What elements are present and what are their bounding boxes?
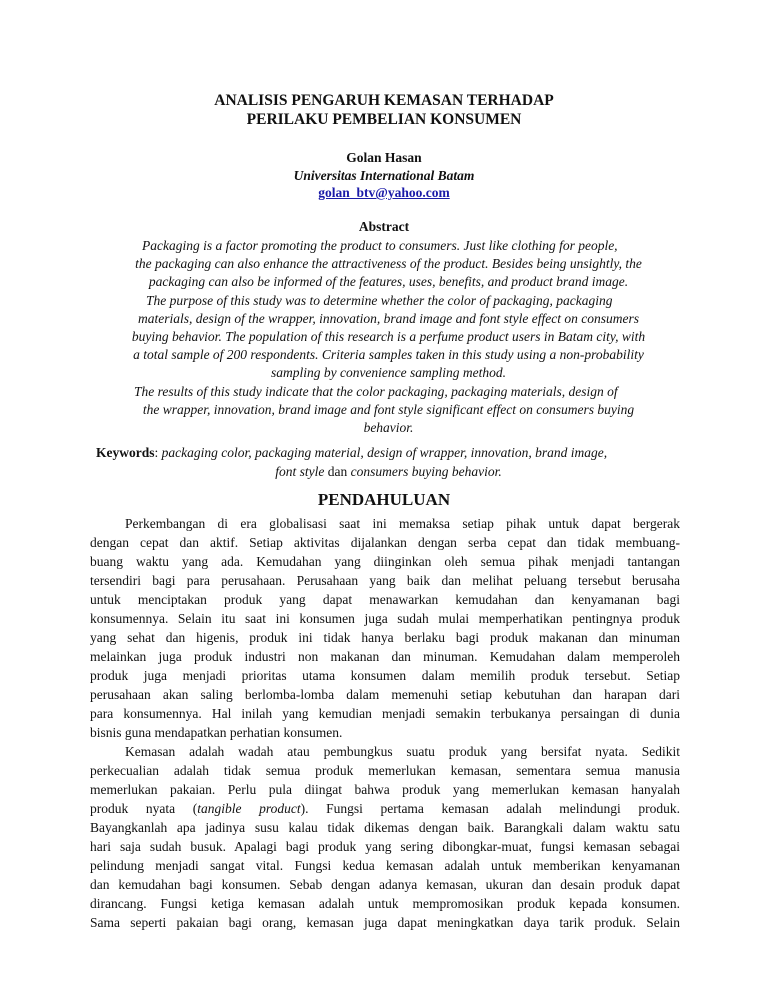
- body-line: tersendiri bagi para perusahaan. Perusahaan yang baik dan melihat peluang tersebut berusaha: [90, 573, 680, 588]
- body-line: Bayangkanlah apa jadinya susu kalau tidak dikemas dengan baik. Barangkali dalam waktu satu: [90, 820, 680, 835]
- body-line: memerlukan pakaian. Perlu pula diingat bahwa produk yang memerlukan kemasan hanyalah: [90, 782, 680, 797]
- keywords-conjunction: dan: [327, 464, 348, 479]
- abstract-line: the packaging can also enhance the attractiveness of the product. Besides being unsightly, the: [135, 256, 642, 272]
- body-line: para konsumennya. Hal inilah yang kemudian menjadi semakin terbukanya persaingan di dunia: [90, 706, 680, 721]
- abstract-line: behavior.: [363, 420, 414, 436]
- keywords-line: [96, 443, 681, 462]
- body-line: dengan cepat dan aktif. Setiap aktivitas dijalankan dengan serba cepat dan tidak membuang-: [90, 535, 680, 550]
- body-line: dan kemudahan bagi konsumen. Sebab dengan adanya kemasan, ukuran dan desain produk dapat: [90, 877, 680, 892]
- body-line: pelindung menjadi sangat vital. Fungsi kedua kemasan adalah untuk memberikan kenyamanan: [90, 858, 680, 873]
- body-fragment: produk nyata (: [90, 801, 198, 816]
- section-heading: PENDAHULUAN: [317, 490, 451, 509]
- author-email: [0, 185, 768, 201]
- body-line: dirancang. Fungsi ketiga kemasan adalah untuk mempromosikan produk kepada konsumen.: [90, 896, 680, 911]
- email-link[interactable]: golan_btv@yahoo.com: [318, 185, 450, 200]
- body-text: [90, 514, 680, 932]
- body-line: untuk menciptakan produk yang dapat menawarkan kemudahan dan kenyamanan bagi: [90, 592, 680, 607]
- body-line: buang waktu yang ada. Kemudahan yang diinginkan oleh semua pihak menjadi tantangan: [90, 554, 680, 569]
- keywords-list: packaging color, packaging material, design of wrapper, innovation, brand image,: [161, 445, 608, 460]
- abstract-heading: Abstract: [358, 219, 410, 234]
- body-line: perusahaan akan saling berlomba-lomba dalam memenuhi setiap kebutuhan dan harapan dari: [90, 687, 680, 702]
- body-line: [90, 799, 680, 818]
- body-line: perkecualian adalah tidak semua produk memerlukan kemasan, sementara semua manusia: [90, 763, 680, 778]
- abstract-line: Packaging is a factor promoting the product to consumers. Just like clothing for people,: [142, 238, 618, 253]
- body-line: Kemasan adalah wadah atau pembungkus suatu produk yang bersifat nyata. Sedikit: [125, 744, 680, 759]
- abstract-line: buying behavior. The population of this research is a perfume product users in Batam city, with: [131, 329, 646, 345]
- body-line: melainkan juga produk industri non makanan dan minuman. Kemudahan dalam memperoleh: [90, 649, 680, 664]
- abstract-line: materials, design of the wrapper, innovation, brand image and font style effect on consumers: [138, 310, 639, 326]
- body-line: Perkembangan di era globalisasi saat ini memaksa setiap pihak untuk dapat bergerak: [125, 516, 680, 531]
- abstract-line: sampling by convenience sampling method.: [270, 365, 507, 381]
- body-fragment-italic: tangible product: [197, 801, 301, 816]
- body-line: hari saja sudah busuk. Apalagi bagi produk yang sering dibongkar-muat, fungsi kemasan sebagai: [90, 839, 680, 854]
- keywords-label: Keywords: [96, 445, 155, 460]
- body-line: bisnis guna mendapatkan perhatian konsumen.: [90, 725, 343, 740]
- keywords-line: [96, 462, 681, 481]
- body-line: Sama seperti pakaian bagi orang, kemasan juga dapat meningkatkan daya tarik produk. Selain: [90, 915, 680, 930]
- abstract-line: a total sample of 200 respondents. Criteria samples taken in this study using a non-probability: [133, 347, 644, 363]
- abstract-line: the wrapper, innovation, brand image and font style significant effect on consumers buying: [142, 401, 635, 417]
- title-line: ANALISIS PENGARUH KEMASAN TERHADAP: [214, 92, 554, 109]
- abstract-line: The results of this study indicate that the color packaging, packaging materials, design of: [134, 383, 618, 399]
- author-name: Golan Hasan: [346, 150, 422, 165]
- abstract-line: The purpose of this study was to determine whether the color of packaging, packaging: [146, 292, 613, 308]
- body-fragment: ). Fungsi pertama kemasan adalah melindungi produk.: [300, 801, 680, 816]
- keywords-block: [96, 443, 681, 481]
- abstract-body: [96, 237, 681, 437]
- body-line: yang sehat dan higenis, produk ini tidak hanya berlaku bagi produk makanan dan minuman: [90, 630, 680, 645]
- body-line: konsumennya. Selain itu saat ini konsumen juga sudah mulai memperhatikan pentingnya produk: [90, 611, 680, 626]
- paper-title: [0, 91, 768, 129]
- keywords-separator: :: [154, 445, 159, 460]
- keywords-list: consumers buying behavior.: [350, 464, 502, 479]
- author-affiliation: Universitas International Batam: [293, 168, 475, 183]
- title-line: PERILAKU PEMBELIAN KONSUMEN: [246, 111, 522, 128]
- body-line: produk juga menjadi prioritas utama konsumen dalam memilih produk tersebut. Setiap: [90, 668, 680, 683]
- keywords-list: font style: [275, 464, 325, 479]
- abstract-line: packaging can also be informed of the features, uses, benefits, and product brand image.: [148, 274, 629, 290]
